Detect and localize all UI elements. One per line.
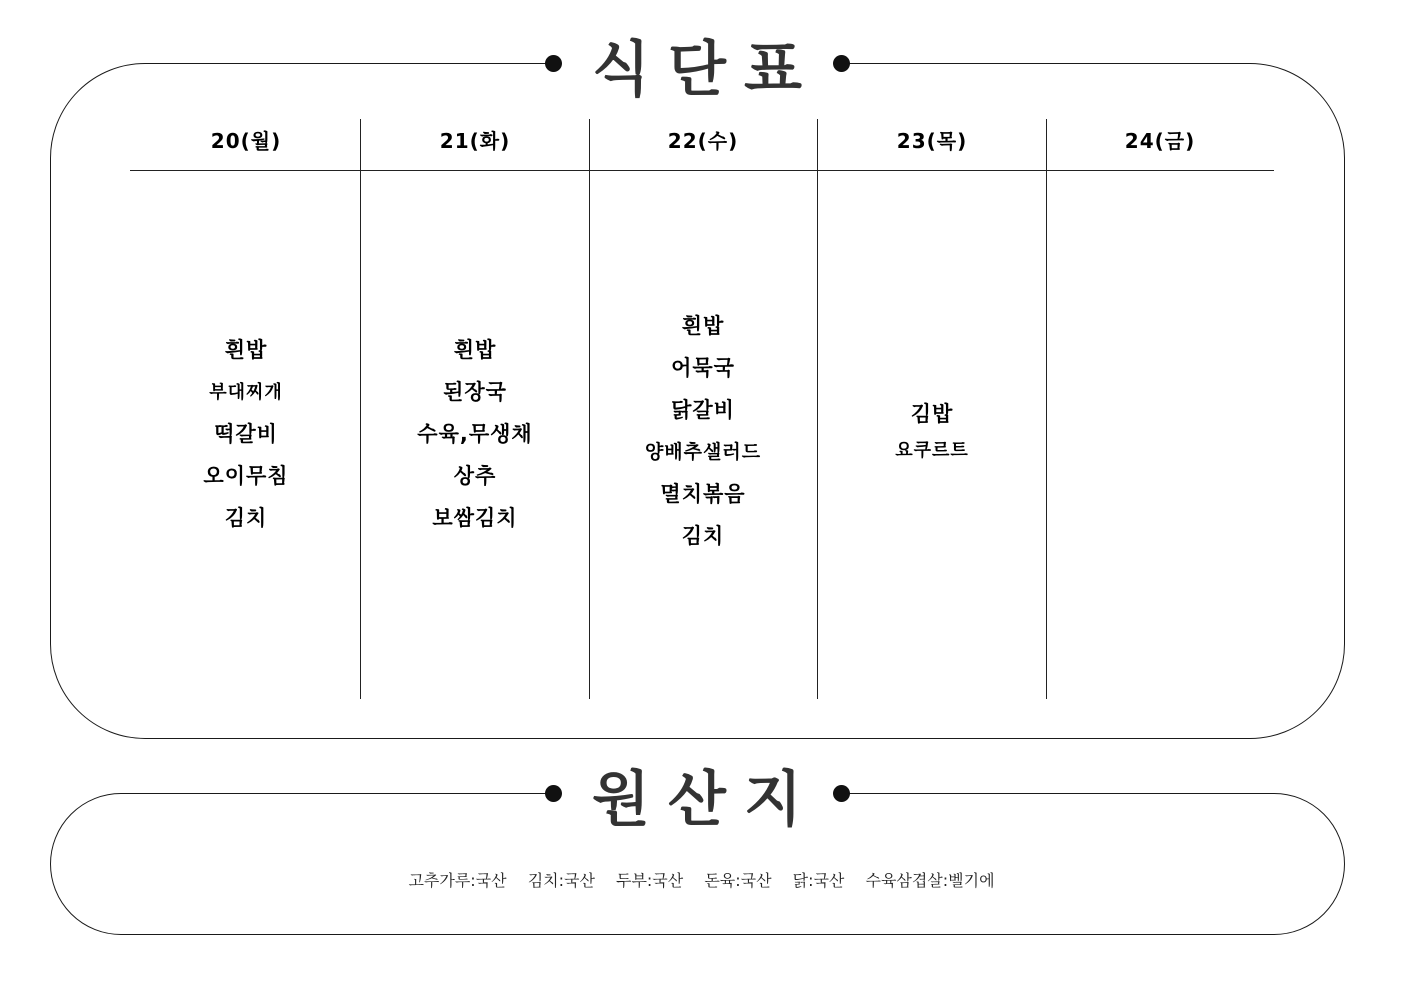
origin-title-right-dot	[833, 785, 850, 802]
day-menu-mon	[132, 340, 360, 550]
origin-item: 돈육:국산	[704, 871, 772, 890]
origin-item: 수육삼겹살:벨기에	[865, 871, 995, 890]
dish-item: 김치	[681, 524, 725, 548]
day-header-fri: 24(금)	[1124, 129, 1196, 153]
dish-item: 된장국	[443, 380, 507, 404]
header-divider-line	[130, 170, 1274, 171]
dish-item: 보쌈김치	[432, 506, 518, 530]
dish-item: 김치	[224, 506, 268, 530]
day-header-mon: 20(월)	[210, 129, 282, 153]
origin-item: 닭:국산	[792, 871, 845, 890]
menu-title: 식단표	[592, 35, 820, 105]
dish-item: 닭갈비	[671, 398, 735, 422]
dish-item: 수육,무생채	[417, 422, 533, 446]
menu-title-left-dot	[545, 55, 562, 72]
dish-item: 흰밥	[681, 314, 725, 338]
day-menu-thu	[818, 404, 1046, 482]
dish-item: 요쿠르트	[895, 440, 969, 461]
dish-item: 떡갈비	[214, 422, 278, 446]
origin-item: 두부:국산	[616, 871, 684, 890]
dish-item: 상추	[453, 464, 497, 488]
dish-item: 오이무침	[203, 464, 289, 488]
day-header-tue: 21(화)	[439, 129, 511, 153]
origin-item: 김치:국산	[527, 871, 595, 890]
column-divider	[1046, 119, 1047, 699]
origin-title-left-dot	[545, 785, 562, 802]
origin-item: 고추가루:국산	[408, 871, 507, 890]
day-menu-tue	[361, 340, 589, 550]
dish-item: 부대찌개	[209, 382, 283, 403]
origin-title: 원산지	[592, 765, 820, 835]
day-header-wed: 22(수)	[667, 129, 739, 153]
origin-list	[0, 868, 1403, 891]
day-menu-wed	[589, 316, 817, 568]
menu-title-right-dot	[833, 55, 850, 72]
dish-item: 어묵국	[671, 356, 735, 380]
dish-item: 흰밥	[224, 338, 268, 362]
dish-item: 멸치볶음	[660, 482, 746, 506]
dish-item: 흰밥	[453, 338, 497, 362]
dish-item: 김밥	[910, 402, 954, 426]
day-header-thu: 23(목)	[896, 129, 968, 153]
dish-item: 양배추샐러드	[644, 441, 762, 463]
